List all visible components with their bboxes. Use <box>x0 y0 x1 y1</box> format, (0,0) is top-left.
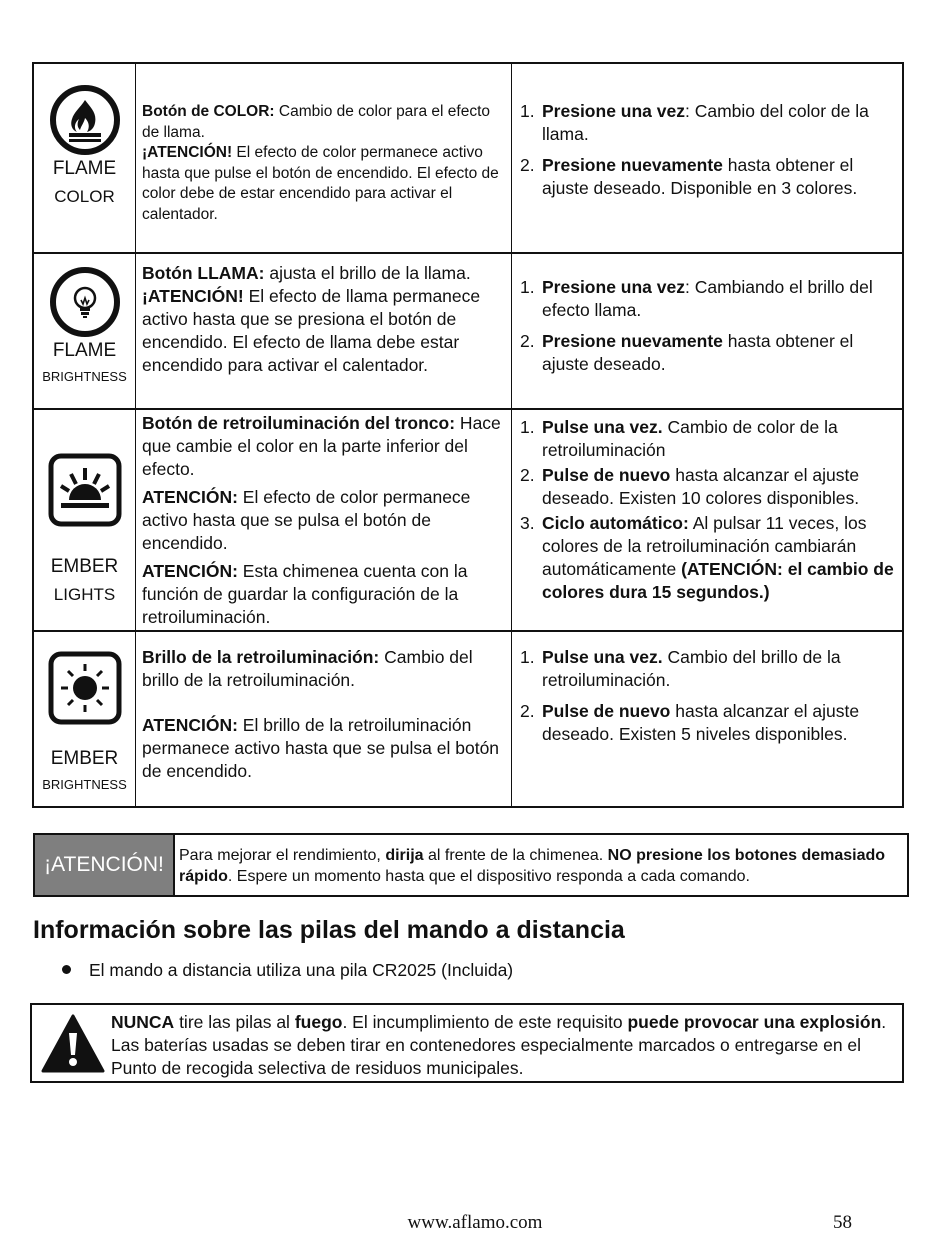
button-name <box>34 340 135 386</box>
step-item: 3. Ciclo automático: Al pulsar 11 veces, los colores de la retroiluminación cambiarán automáticamente (ATENCIÓN: el cambio de colores dura 15 segundos.) <box>520 513 894 602</box>
button-name-main: EMBER <box>50 748 119 769</box>
description-paragraph: Brillo de la retroiluminación: Cambio del brillo de la retroiluminación. <box>142 647 473 690</box>
flame-circle-icon <box>47 82 123 158</box>
button-name-sub: COLOR <box>54 187 115 206</box>
sunrise-square-icon <box>47 452 123 528</box>
attention-notice <box>33 833 909 897</box>
instructions-cell <box>512 254 902 408</box>
warning-triangle-icon <box>40 1013 106 1075</box>
button-cell <box>34 410 136 630</box>
button-cell <box>34 254 136 408</box>
table-row <box>34 252 902 408</box>
description-paragraph: Botón LLAMA: ajusta el brillo de la llama. <box>142 263 471 283</box>
button-cell <box>34 632 136 808</box>
button-name-sub: LIGHTS <box>53 585 116 604</box>
button-name-sub: BRIGHTNESS <box>42 369 127 384</box>
instructions-cell <box>512 410 902 630</box>
attention-paragraph: ¡ATENCIÓN! El efecto de color permanece activo hasta que pulse el botón de encendido. El efecto de color debe de estar encendido para activar el calentador. <box>142 144 499 223</box>
attention-paragraph: ATENCIÓN: El brillo de la retroiluminación permanece activo hasta que se pulsa el botón de encendido. <box>142 715 500 781</box>
button-name-main: FLAME <box>52 340 117 361</box>
danger-text: NUNCA tire las pilas al fuego. El incumplimiento de este requisito puede provocar una explosión. Las baterías usadas se deben tirar en contenedores especialmente marcados o entregarse en el Punto de recogida selectiva de residuos municipales. <box>111 1012 887 1078</box>
step-item: 1. Presione una vez: Cambio del color de la llama. <box>520 101 869 144</box>
attention-paragraph: ¡ATENCIÓN! El efecto de llama permanece activo hasta que se presiona el botón de encendido. El efecto de llama debe estar encendido para activar el calentador. <box>142 286 481 375</box>
sun-square-icon <box>47 650 123 726</box>
button-name <box>34 556 135 606</box>
button-function-table <box>32 62 904 808</box>
step-item: 2. Presione nuevamente hasta obtener el ajuste deseado. Disponible en 3 colores. <box>520 155 858 198</box>
instructions-cell <box>512 64 902 252</box>
instructions-cell <box>512 632 902 808</box>
step-item: 2. Presione nuevamente hasta obtener el ajuste deseado. <box>520 331 854 374</box>
footer-website: www.aflamo.com <box>407 1212 543 1233</box>
step-item: 2. Pulse de nuevo hasta alcanzar el ajuste deseado. Existen 10 colores disponibles. <box>520 465 860 508</box>
step-item: 1. Presione una vez: Cambiando el brillo del efecto llama. <box>520 277 873 320</box>
page-number: 58 <box>833 1212 852 1233</box>
table-row <box>34 408 902 630</box>
button-name <box>34 158 135 208</box>
attention-text: Para mejorar el rendimiento, dirija al frente de la chimenea. NO presione los botones demasiado rápido. Espere un momento hasta que el dispositivo responda a cada comando. <box>179 847 886 885</box>
bullet-icon <box>62 965 71 974</box>
description-paragraph: Botón de retroiluminación del tronco: Hace que cambie el color en la parte inferior del efecto. <box>142 413 501 479</box>
table-row <box>34 64 902 252</box>
button-cell <box>34 64 136 252</box>
list-item: El mando a distancia utiliza una pila CR2025 (Incluida) <box>62 959 513 982</box>
button-name-sub: BRIGHTNESS <box>42 777 127 792</box>
description-cell <box>136 410 512 630</box>
button-name-main: EMBER <box>50 556 119 577</box>
step-item: 1. Pulse una vez. Cambio del brillo de la retroiluminación. <box>520 647 841 690</box>
table-row <box>34 630 902 808</box>
button-name-main: FLAME <box>52 158 117 179</box>
step-item: 2. Pulse de nuevo hasta alcanzar el ajuste deseado. Existen 5 niveles disponibles. <box>520 701 860 744</box>
button-name <box>34 748 135 794</box>
description-cell <box>136 64 512 252</box>
description-paragraph: Botón de COLOR: Cambio de color para el efecto de llama. <box>142 103 490 141</box>
lightbulb-circle-icon <box>47 264 123 340</box>
attention-label: ¡ATENCIÓN! <box>35 835 175 895</box>
attention-paragraph: ATENCIÓN: Esta chimenea cuenta con la función de guardar la configuración de la retroiluminación. <box>142 561 468 627</box>
description-cell <box>136 632 512 808</box>
danger-notice <box>30 1003 904 1083</box>
attention-paragraph: ATENCIÓN: El efecto de color permanece activo hasta que se pulsa el botón de encendido. <box>142 487 471 553</box>
description-cell <box>136 254 512 408</box>
section-title: Información sobre las pilas del mando a distancia <box>33 916 625 944</box>
step-item: 1. Pulse una vez. Cambio de color de la retroiluminación <box>520 417 838 460</box>
